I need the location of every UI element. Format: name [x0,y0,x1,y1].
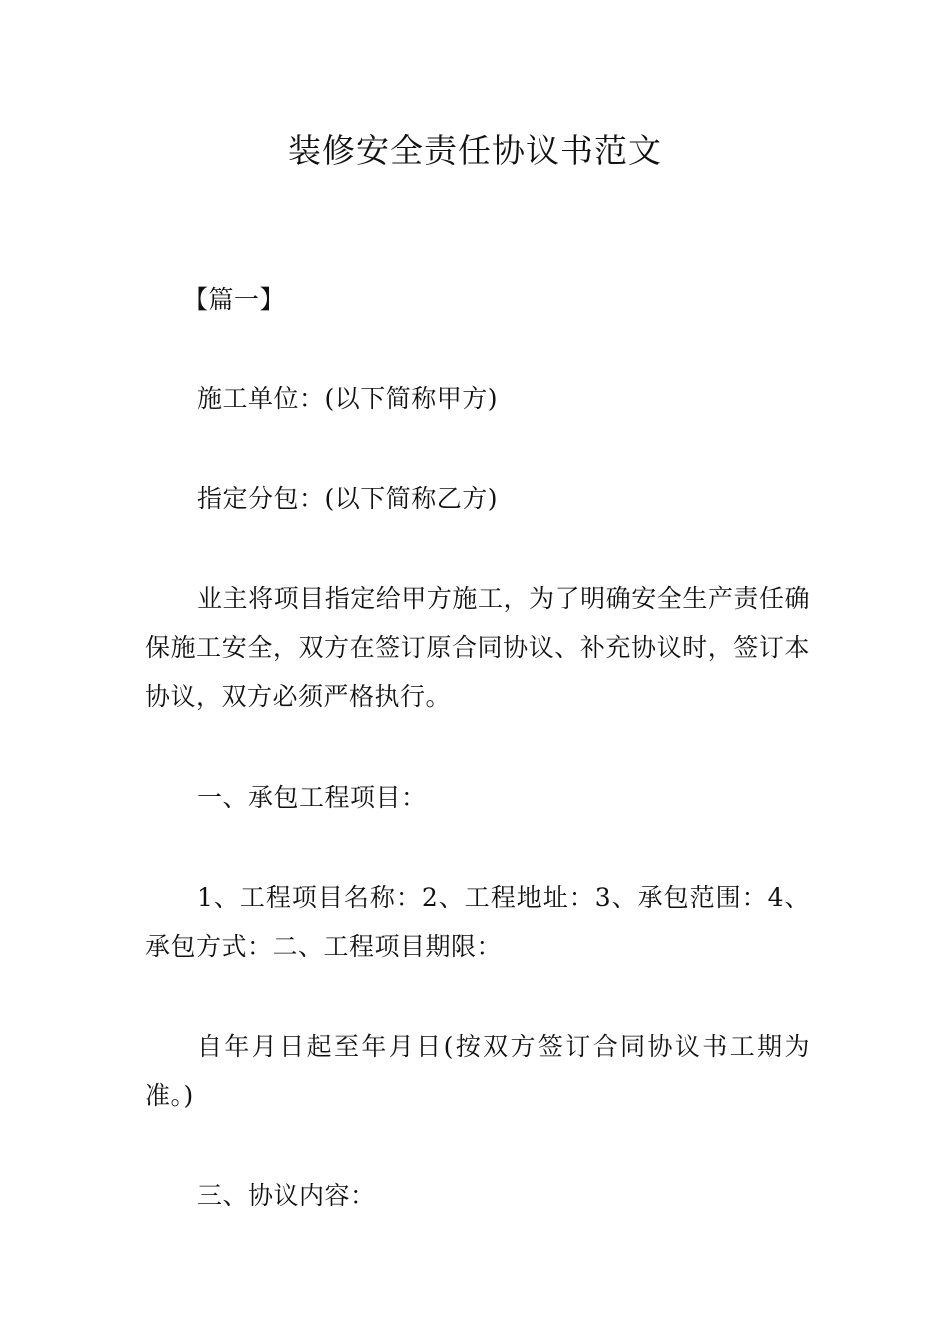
document-title: 装修安全责任协议书范文 [288,131,662,170]
project-items-paragraph: 1、工程项目名称：2、工程地址：3、承包范围：4、承包方式：二、工程项目期限： [145,883,810,961]
term-paragraph: 自年月日起至年月日(按双方签订合同协议书工期为准。) [145,1032,810,1110]
party-b-line: 指定分包：(以下简称乙方) [197,484,499,513]
section-tag: 【篇一】 [183,285,286,314]
section-heading-1: 一、承包工程项目： [197,783,427,812]
intro-paragraph: 业主将项目指定给甲方施工，为了明确安全生产责任确保施工安全，双方在签订原合同协议、补充协议时，签订本协议，双方必须严格执行。 [145,584,810,711]
party-a-line: 施工单位：(以下简称甲方) [197,384,499,413]
section-heading-3: 三、协议内容： [197,1181,376,1210]
